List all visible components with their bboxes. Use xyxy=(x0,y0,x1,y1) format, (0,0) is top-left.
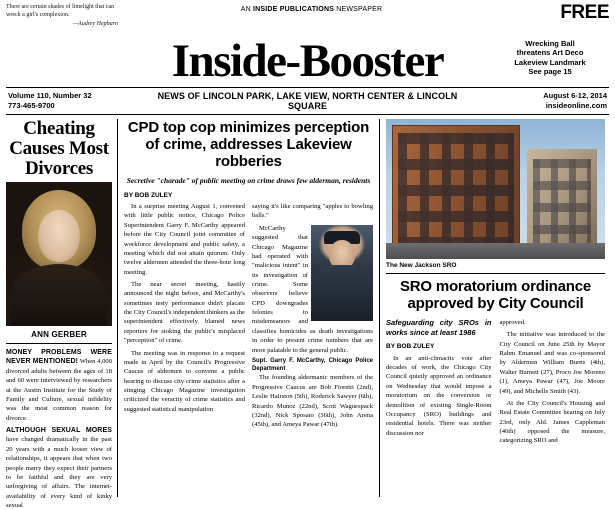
mid-c2-p1: saying it's like comparing "apples to bowling balls." xyxy=(252,203,373,220)
middle-deck: Secretive "charade" of public meeting on crime draws few alderman, residents xyxy=(126,176,371,185)
middle-text-col-1 xyxy=(124,202,245,433)
info-bar-right xyxy=(477,91,609,111)
masthead-promo[interactable] xyxy=(491,33,609,77)
publisher-line xyxy=(124,3,499,13)
right-text-col-2 xyxy=(500,318,606,449)
middle-headline[interactable]: CPD top cop minimizes perception of crime, addresses Lakeview robberies xyxy=(127,119,370,170)
publisher-suffix: NEWSPAPER xyxy=(334,6,383,13)
left-headline[interactable]: Cheating Causes Most Divorces xyxy=(9,118,109,179)
quote-text: There are certain shades of limelight that can wreck a girl's complexion. xyxy=(6,4,115,19)
masthead-title: Inside-Booster xyxy=(171,35,444,87)
promo-line-1: Wrecking Ball xyxy=(525,39,575,48)
ann-gerber-photo xyxy=(6,182,112,326)
jackson-sro-building-photo xyxy=(386,119,605,259)
quote-author: —Audrey Hepburn xyxy=(72,21,118,28)
mid-c1-p2: The near secret meeting, hastily announced the night before, and McCarthy's sometimes testy performance didn't placate the City Council's independent thinkers as the superintendent effectively blamed news reporters for stoking the public's misplaced "perception" of crime. xyxy=(124,281,245,345)
photo-torso-shape xyxy=(311,265,373,321)
left-body-2: have changed dramatically in the past 20 years with a much looser view of relationships, it appears that when two people marry they expect their partners to be faithful and they are very unforgiving of affairs. The internet-availability of every kind of kinky sexual xyxy=(6,436,112,509)
right-text-col-1 xyxy=(386,318,492,449)
divider xyxy=(6,343,112,344)
mid-c1-p3: The meeting was in response to a request made in April by the Council's Progressive Caucus of aldermen to convene a public hearing to discuss city crime statistics after a stinging Chicago Magazine investigation criticized the veracity of crime statistics and suggested statistical manipulation xyxy=(124,349,245,413)
right-byline: BY BOB ZULEY xyxy=(386,342,435,350)
free-label: FREE xyxy=(560,2,609,23)
right-text-columns xyxy=(386,318,605,449)
sro-photo-caption: The New Jackson SRO xyxy=(386,262,457,269)
body-grid xyxy=(6,118,609,509)
right-c2-p3: At the City Council's Housing and Real Estate Committee hearing on July 23rd, only Ald. James Cappleman (46th) opposed the measure, categorizing SRO and xyxy=(499,399,605,445)
info-bar-left xyxy=(6,91,138,111)
left-subhead-2: ALTHOUGH SEXUAL MORES xyxy=(6,427,112,435)
column-left xyxy=(6,118,118,509)
mid-c2-p2: McCarthy suggested that Chicago Magazine had operated with "malicious intent" in its investigation of crime. Some observers believe CPD downgrades felonies to misdemeanors and classifies homicides as death investigations in order to present crime numbers that are more palatable to the general public. xyxy=(252,224,373,354)
issue-date: August 6-12, 2014 xyxy=(543,90,607,100)
promo-see-page: See page 15 xyxy=(528,67,572,77)
street-shape xyxy=(386,243,605,259)
coverage-tagline: NEWS OF LINCOLN PARK, LAKE VIEW, NORTH CENTER & LINCOLN SQUARE xyxy=(157,91,458,111)
adjacent-building-shape xyxy=(527,149,597,251)
right-c2-p2: The initiative was introduced to the City Council on June 25th by Mayor Rahm Emanuel and was co-sponsored by Aldermen William Burns (4th), Walter Burnett (27), Proco Joe Moreno (1), Ameya Pawar (47), Joe Moore (49), and Michelle Smith (43). xyxy=(499,331,605,395)
column-middle xyxy=(118,119,380,497)
photo-face-shape xyxy=(38,210,80,262)
sro-building-shape xyxy=(392,125,520,251)
column-right xyxy=(380,119,605,497)
middle-text-col-2 xyxy=(252,202,373,433)
middle-text-columns xyxy=(124,202,373,433)
right-c2-p1: approved. xyxy=(499,319,526,326)
police-superintendent-photo xyxy=(311,225,373,321)
website-url[interactable]: insideonline.com xyxy=(545,101,607,110)
photo-caption: ANN GERBER xyxy=(31,330,87,339)
left-article-body xyxy=(6,348,112,510)
left-subhead-1: MONEY PROBLEMS WERE NEVER MENTIONED! xyxy=(6,349,112,366)
mid-c1-p1: In a surprise meeting August 1, convened with little public notice, Chicago Police Superintendent Garry F. McCarthy appeared before the City Council joint committee of workforce development and public safety, a meeting which did not attain quorum. Only twelve aldermen attended the three-hour long meeting. xyxy=(124,203,245,276)
quote-of-the-day xyxy=(6,3,124,28)
right-kicker: Safeguarding city SROs in works since at least 1986 xyxy=(386,318,492,337)
left-body-1: When 4,000 divorced adults between the ages of 18 and 60 were interviewed by researchers at the Austin Institute for the Study of Family and Culture, sexual infidelity was the most common reason for divorce. xyxy=(6,358,112,422)
publisher-brand: INSIDE PUBLICATIONS xyxy=(253,6,335,13)
phone-number: 773-465-9700 xyxy=(8,101,55,110)
mid-c2-p3: The founding aldermanic members of the Progressive Caucus are Bob Fioretti (2nd), Leslie Hairston (5th), Roderick Sawyer (6th), Ricardo Munoz (22nd), Scott Waguespack (32nd), Nick Sposato (36th), John Arena (45th), and Ameya Pawar (47th). xyxy=(252,374,373,429)
photo-body-shape xyxy=(11,264,107,326)
right-c1-p1: In an anti-climactic vote after decades of work, the Chicago City Council quietly approved an ordinance on Wednesday that would impose a moratorium on the conversion or demolition of existing Single-Room Occupancy (SRO) buildings and residential hotels. There was neither discussion nor xyxy=(386,354,492,437)
divider xyxy=(386,273,605,274)
volume-number: Volume 110, Number 32 xyxy=(8,90,92,100)
left-paragraph-1 xyxy=(6,348,112,423)
middle-byline: BY BOB ZULEY xyxy=(124,192,173,200)
top-strip xyxy=(6,0,609,37)
publisher-prefix: AN xyxy=(240,6,254,13)
police-photo-caption: Supt. Garry F. McCarthy, Chicago Police Department xyxy=(252,357,373,372)
info-bar xyxy=(6,87,609,115)
left-paragraph-2 xyxy=(6,426,112,510)
promo-line-2: threatens Art Deco xyxy=(516,48,584,58)
promo-line-3: Lakeview Landmark xyxy=(514,57,586,67)
right-headline[interactable]: SRO moratorium ordinance approved by City Council xyxy=(399,278,592,312)
masthead xyxy=(6,33,609,85)
